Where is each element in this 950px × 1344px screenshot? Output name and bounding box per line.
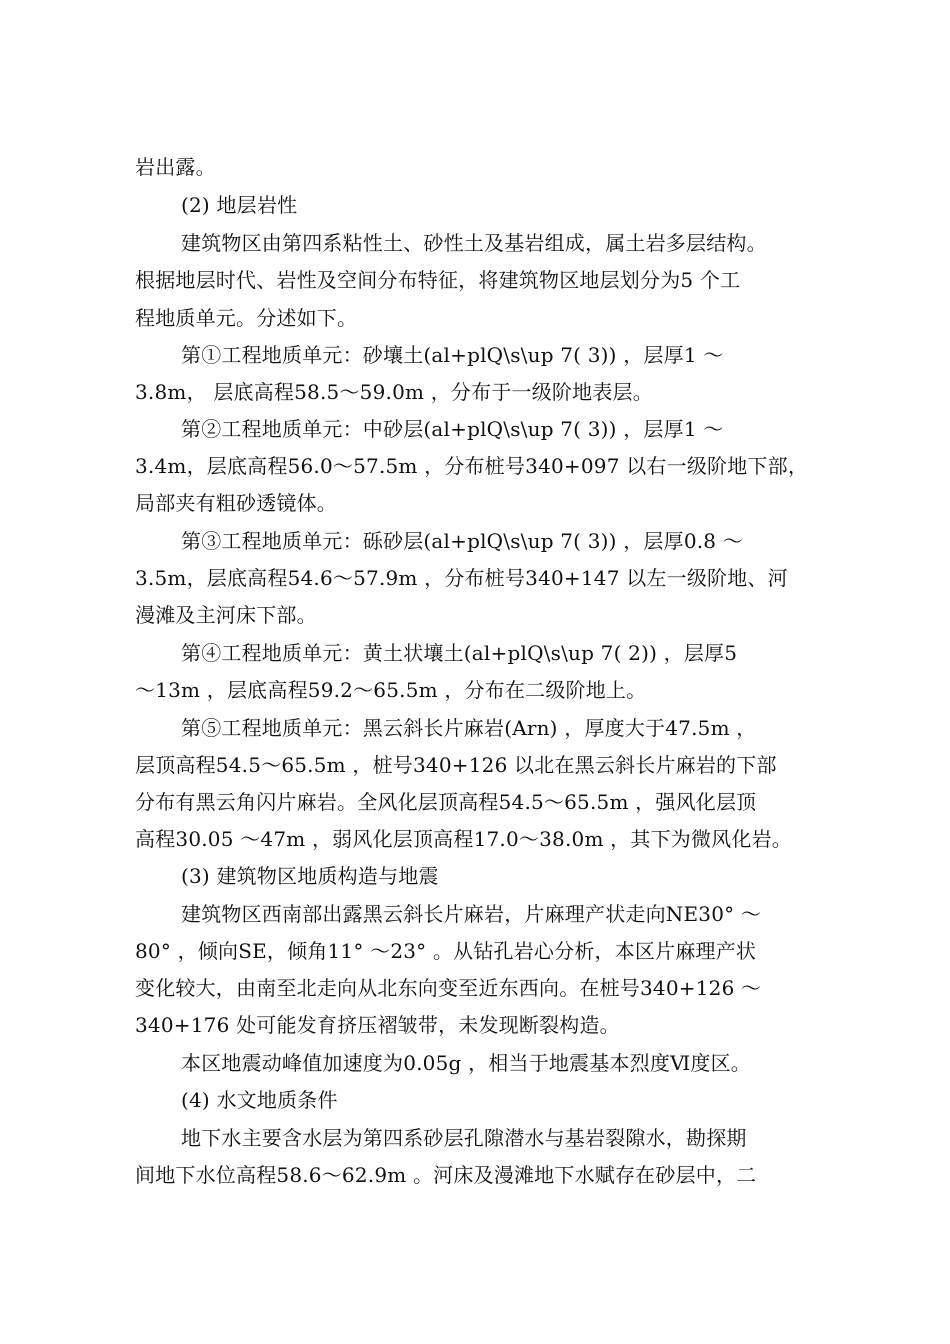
text-line: 3.8m， 层底高程58.5～59.0m ，分布于一级阶地表层。 [135, 380, 653, 404]
text-line: 第④工程地质单元：黄土状壤土(al+plQ\s\up 7( 2)) ，层厚5 [181, 641, 738, 665]
text-line: 程地质单元。分述如下。 [135, 306, 358, 330]
text-line: 3.4m，层底高程56.0～57.5m ，分布桩号340+097 以右一级阶地下部， [135, 454, 809, 478]
text-line: 340+176 处可能发育挤压褶皱带，未发现断裂构造。 [135, 1013, 620, 1037]
text-line: 局部夹有粗砂透镜体。 [135, 491, 337, 515]
text-line: 高程30.05 ～47m ，弱风化层顶高程17.0～38.0m ，其下为微风化岩。 [135, 827, 792, 851]
section-heading: (4) 水文地质条件 [181, 1088, 338, 1112]
section-heading: (3) 建筑物区地质构造与地震 [181, 864, 439, 888]
section-heading: (2) 地层岩性 [181, 193, 298, 217]
text-line: 岩出露。 [135, 155, 216, 179]
text-line: 地下水主要含水层为第四系砂层孔隙潜水与基岩裂隙水，勘探期 [181, 1126, 747, 1150]
text-line: 间地下水位高程58.6～62.9m 。河床及漫滩地下水赋存在砂层中，二 [135, 1163, 757, 1187]
text-line: 3.5m，层底高程54.6～57.9m ，分布桩号340+147 以左一级阶地、河 [135, 566, 788, 590]
text-line: 第③工程地质单元：砾砂层(al+plQ\s\up 7( 3)) ，层厚0.8 ～ [181, 529, 743, 553]
text-line: 漫滩及主河床下部。 [135, 603, 317, 627]
text-line: 建筑物区由第四系粘性土、砂性土及基岩组成，属土岩多层结构。 [181, 231, 767, 255]
text-line: 第②工程地质单元：中砂层(al+plQ\s\up 7( 3)) ，层厚1 ～ [181, 417, 724, 441]
text-line: 第①工程地质单元：砂壤土(al+plQ\s\up 7( 3)) ，层厚1 ～ [181, 343, 724, 367]
text-line: 建筑物区西南部出露黑云斜长片麻岩，片麻理产状走向NE30° ～ [181, 902, 762, 926]
text-line: 本区地震动峰值加速度为0.05g ，相当于地震基本烈度Ⅵ度区。 [181, 1051, 752, 1075]
text-line: 分布有黑云角闪片麻岩。全风化层顶高程54.5～65.5m ，强风化层顶 [135, 790, 757, 814]
text-line: 第⑤工程地质单元：黑云斜长片麻岩(Arn) ，厚度大于47.5m ， [181, 716, 757, 740]
text-line: 80° ，倾向SE，倾角11° ～23° 。从钻孔岩心分析，本区片麻理产状 [135, 939, 757, 963]
text-line: ～13m ，层底高程59.2～65.5m ，分布在二级阶地上。 [135, 678, 647, 702]
text-line: 根据地层时代、岩性及空间分布特征，将建筑物区地层划分为5 个工 [135, 268, 741, 292]
text-line: 变化较大，由南至北走向从北东向变至近东西向。在桩号340+126 ～ [135, 976, 762, 1000]
text-line: 层顶高程54.5～65.5m ，桩号340+126 以北在黑云斜长片麻岩的下部 [135, 753, 777, 777]
